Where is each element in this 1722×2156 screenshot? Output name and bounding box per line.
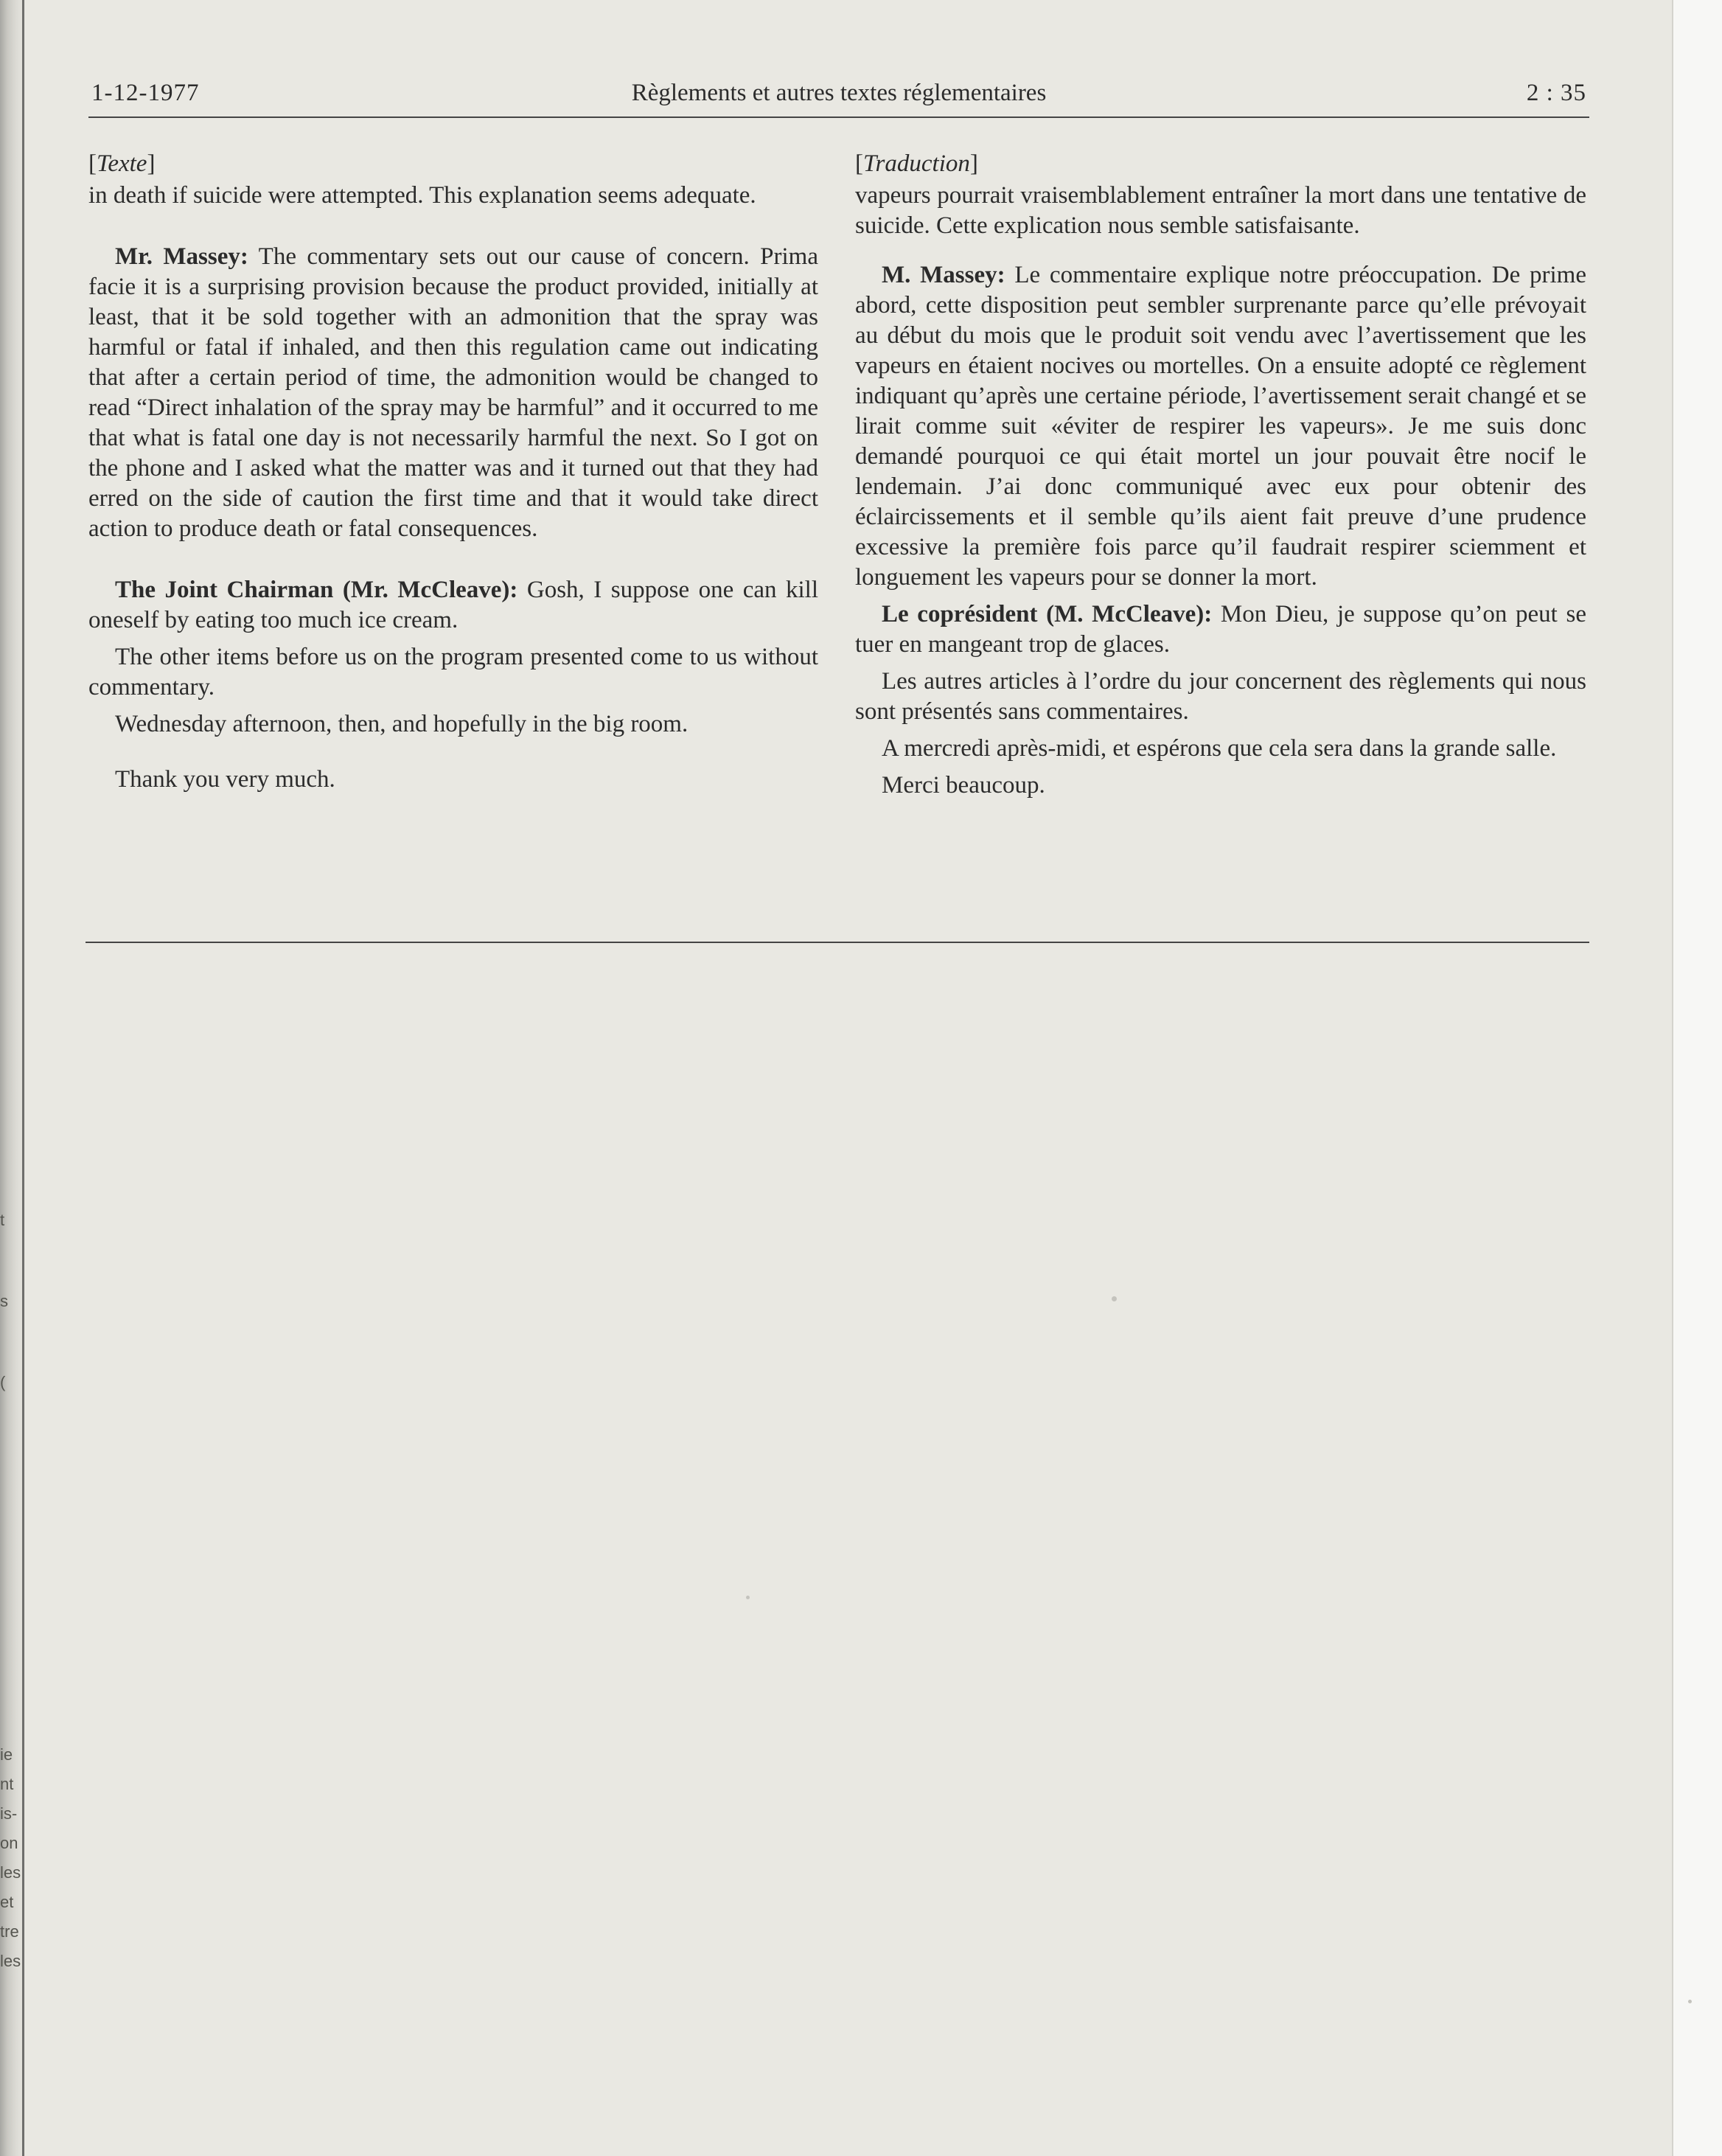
speaker-name-paren: (M. McCleave): bbox=[1046, 601, 1213, 627]
speech-massey bbox=[88, 242, 818, 544]
facing-page-bleed-top bbox=[0, 1180, 19, 1423]
column-tag-label: Traduction bbox=[863, 150, 970, 177]
paragraph: Merci beaucoup. bbox=[882, 772, 1045, 799]
speech-text: Mon Dieu, je suppose qu’on peut se tuer en mangeant trop de glaces. bbox=[855, 601, 1586, 658]
speech-text: Le commentaire explique notre préoccupation. De prime abord, cette disposition peut sembler surprenante parce qu’elle prévoyait au début du mois que le produit soit vendu avec l’avertissement que les vapeurs en étaient nocives ou mortelles. On a ensuite adopté ce règlement indiquant qu’après une certaine période, l’avertissement serait changé et se lirait comme suit «éviter de respirer les vapeurs». Je me suis donc demandé pourquoi ce qui était mortel un jour pouvait être nocif le lendemain. J’ai donc communiqué avec eux pour obtenir des éclaircissements et il semble qu’ils aient fait preuve d’une prudence excessive la première fois parce qu’il faudrait respirer sciemment et longuement les vapeurs pour se donner la mort. bbox=[855, 262, 1586, 591]
header-date: 1-12-1977 bbox=[91, 80, 200, 106]
bleed-fragment: les bbox=[0, 1952, 21, 1970]
bleed-fragment: t bbox=[0, 1211, 5, 1229]
paragraph: in death if suicide were attempted. This explanation seems adequate. bbox=[88, 182, 756, 209]
paragraph: Les autres articles à l’ordre du jour concernent des règlements qui nous sont présentés sans commentaires. bbox=[855, 668, 1586, 725]
speech-massey bbox=[855, 260, 1586, 593]
bleed-fragment: tre bbox=[0, 1922, 19, 1941]
english-column bbox=[88, 149, 818, 795]
speaker-name: Le coprésident bbox=[882, 601, 1038, 627]
paragraph: The other items before us on the program presented come to us without commentary. bbox=[88, 644, 818, 700]
column-tag-label: Texte bbox=[97, 150, 147, 177]
bleed-fragment: nt bbox=[0, 1775, 14, 1793]
bleed-fragment: s bbox=[0, 1292, 8, 1310]
bleed-fragment: les bbox=[0, 1863, 21, 1882]
paragraph: A mercredi après-midi, et espérons que cela sera dans la grande salle. bbox=[882, 735, 1557, 762]
bleed-fragment: on bbox=[0, 1834, 18, 1852]
speaker-name: Mr. Massey: bbox=[115, 243, 248, 270]
running-header bbox=[88, 77, 1589, 118]
bleed-fragment: et bbox=[0, 1893, 14, 1911]
speech-chairman bbox=[88, 575, 818, 636]
bleed-fragment: ie bbox=[0, 1745, 13, 1764]
speech-text: Gosh, I suppose one can kill oneself by eating too much ice cream. bbox=[88, 577, 818, 633]
bleed-fragment: is- bbox=[0, 1804, 18, 1823]
header-title: Règlements et autres textes réglementaires bbox=[631, 80, 1047, 106]
speaker-name: The Joint Chairman bbox=[115, 577, 334, 603]
bleed-fragment: ( bbox=[0, 1373, 6, 1391]
paper-speck bbox=[746, 1596, 750, 1599]
header-page-number: 2 : 35 bbox=[1526, 80, 1586, 106]
paragraph: Wednesday afternoon, then, and hopefully in the big room. bbox=[115, 711, 689, 737]
paragraph: vapeurs pourrait vraisemblablement entraîner la mort dans une tentative de suicide. Cette explication nous semble satisfaisante. bbox=[855, 182, 1586, 239]
paper-speck bbox=[1688, 2000, 1692, 2003]
paragraph: Thank you very much. bbox=[115, 766, 335, 793]
gutter-line bbox=[22, 0, 24, 2156]
paper-speck bbox=[1112, 1296, 1117, 1301]
facing-page-bleed-bottom bbox=[0, 1740, 19, 1976]
speech-text: The commentary sets out our cause of concern. Prima facie it is a surprising provision because the product provided, initially at least, that it be sold together with an admonition that the spray was harmful or fatal if inhaled, and then this regulation came out indicating that after a certain period of time, the admonition would be changed to read “Direct inhalation of the spray may be harmful” and it occurred to me that what is fatal one day is not necessarily harmful the next. So I got on the phone and I asked what the matter was and it turned out that they had erred on the side of caution the first time and that it would take direct action to produce death or fatal consequences. bbox=[88, 243, 818, 542]
page-edge bbox=[1672, 0, 1722, 2156]
column-tag: [Texte] bbox=[88, 150, 156, 177]
speaker-name-paren: (Mr. McCleave): bbox=[342, 577, 518, 603]
section-end-rule bbox=[86, 942, 1589, 943]
speech-chairman bbox=[855, 599, 1586, 660]
speaker-name: M. Massey: bbox=[882, 262, 1005, 288]
column-tag: [Traduction] bbox=[855, 150, 978, 177]
french-column bbox=[855, 149, 1586, 801]
